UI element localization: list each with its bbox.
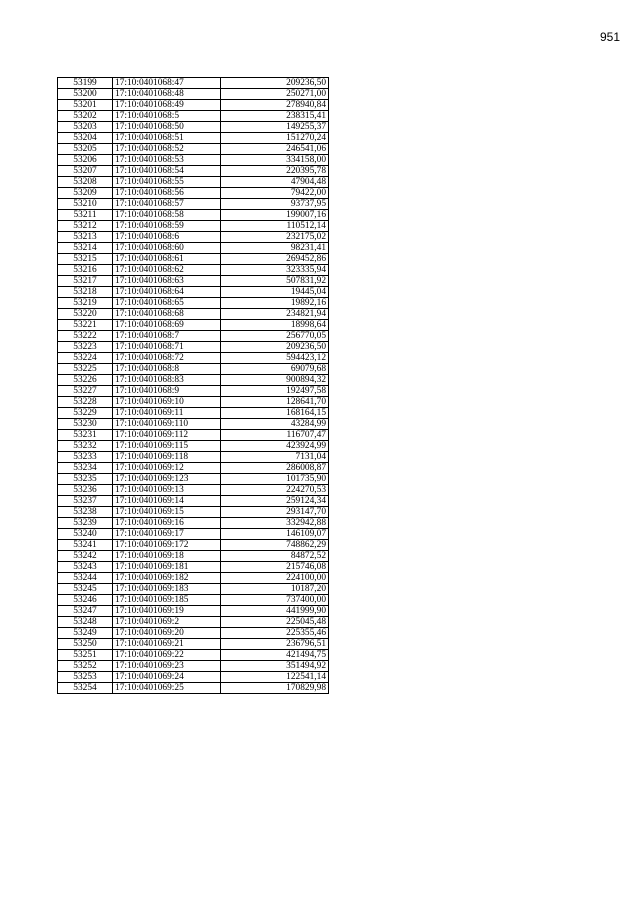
row-number-cell: 53235 bbox=[58, 474, 113, 485]
cadastral-number-cell: 17:10:0401069:110 bbox=[113, 419, 221, 430]
table-row bbox=[58, 562, 329, 573]
row-number-cell: 53232 bbox=[58, 441, 113, 452]
table-row bbox=[58, 661, 329, 672]
row-number-cell: 53225 bbox=[58, 364, 113, 375]
cadastral-number-cell: 17:10:0401069:112 bbox=[113, 430, 221, 441]
row-number-cell: 53208 bbox=[58, 177, 113, 188]
table-row bbox=[58, 584, 329, 595]
row-number-cell: 53243 bbox=[58, 562, 113, 573]
cadastral-number-cell: 17:10:0401069:20 bbox=[113, 628, 221, 639]
table-row bbox=[58, 507, 329, 518]
row-number-cell: 53246 bbox=[58, 595, 113, 606]
row-number-cell: 53202 bbox=[58, 111, 113, 122]
row-number-cell: 53213 bbox=[58, 232, 113, 243]
row-number-cell: 53226 bbox=[58, 375, 113, 386]
table-row bbox=[58, 210, 329, 221]
row-number-cell: 53223 bbox=[58, 342, 113, 353]
table-row bbox=[58, 518, 329, 529]
cadastral-value-cell: 220395,78 bbox=[221, 166, 329, 177]
cadastral-number-cell: 17:10:0401069:17 bbox=[113, 529, 221, 540]
table-row bbox=[58, 342, 329, 353]
table-row bbox=[58, 529, 329, 540]
cadastral-number-cell: 17:10:0401069:172 bbox=[113, 540, 221, 551]
table-row bbox=[58, 639, 329, 650]
cadastral-value-cell: 737400,00 bbox=[221, 595, 329, 606]
cadastral-value-cell: 246541,06 bbox=[221, 144, 329, 155]
row-number-cell: 53247 bbox=[58, 606, 113, 617]
table-row bbox=[58, 672, 329, 683]
cadastral-number-cell: 17:10:0401068:59 bbox=[113, 221, 221, 232]
cadastral-number-cell: 17:10:0401068:65 bbox=[113, 298, 221, 309]
cadastral-value-cell: 234821,94 bbox=[221, 309, 329, 320]
cadastral-number-cell: 17:10:0401068:55 bbox=[113, 177, 221, 188]
cadastral-value-cell: 151270,24 bbox=[221, 133, 329, 144]
row-number-cell: 53210 bbox=[58, 199, 113, 210]
row-number-cell: 53250 bbox=[58, 639, 113, 650]
cadastral-number-cell: 17:10:0401068:52 bbox=[113, 144, 221, 155]
cadastral-value-cell: 122541,14 bbox=[221, 672, 329, 683]
row-number-cell: 53204 bbox=[58, 133, 113, 144]
table-row bbox=[58, 199, 329, 210]
cadastral-value-cell: 250271,00 bbox=[221, 89, 329, 100]
table-row bbox=[58, 617, 329, 628]
cadastral-value-cell: 421494,75 bbox=[221, 650, 329, 661]
cadastral-value-cell: 293147,70 bbox=[221, 507, 329, 518]
table-row bbox=[58, 298, 329, 309]
cadastral-value-cell: 101735,90 bbox=[221, 474, 329, 485]
cadastral-value-cell: 215746,08 bbox=[221, 562, 329, 573]
cadastral-value-cell: 209236,50 bbox=[221, 78, 329, 89]
cadastral-value-cell: 351494,92 bbox=[221, 661, 329, 672]
row-number-cell: 53221 bbox=[58, 320, 113, 331]
cadastral-value-cell: 507831,92 bbox=[221, 276, 329, 287]
table-row bbox=[58, 408, 329, 419]
cadastral-value-cell: 900894,32 bbox=[221, 375, 329, 386]
cadastral-value-cell: 19892,16 bbox=[221, 298, 329, 309]
table-row bbox=[58, 463, 329, 474]
cadastral-value-cell: 93737,95 bbox=[221, 199, 329, 210]
cadastral-number-cell: 17:10:0401069:23 bbox=[113, 661, 221, 672]
cadastral-number-cell: 17:10:0401068:47 bbox=[113, 78, 221, 89]
table-row bbox=[58, 111, 329, 122]
cadastral-number-cell: 17:10:0401068:53 bbox=[113, 155, 221, 166]
cadastral-number-cell: 17:10:0401068:6 bbox=[113, 232, 221, 243]
row-number-cell: 53214 bbox=[58, 243, 113, 254]
row-number-cell: 53229 bbox=[58, 408, 113, 419]
table-row bbox=[58, 683, 329, 694]
cadastral-number-cell: 17:10:0401069:115 bbox=[113, 441, 221, 452]
cadastral-value-cell: 18998,64 bbox=[221, 320, 329, 331]
cadastral-number-cell: 17:10:0401069:16 bbox=[113, 518, 221, 529]
row-number-cell: 53215 bbox=[58, 254, 113, 265]
cadastral-number-cell: 17:10:0401069:18 bbox=[113, 551, 221, 562]
row-number-cell: 53252 bbox=[58, 661, 113, 672]
cadastral-number-cell: 17:10:0401068:9 bbox=[113, 386, 221, 397]
row-number-cell: 53227 bbox=[58, 386, 113, 397]
cadastral-number-cell: 17:10:0401069:185 bbox=[113, 595, 221, 606]
cadastral-value-cell: 256770,05 bbox=[221, 331, 329, 342]
cadastral-number-cell: 17:10:0401069:2 bbox=[113, 617, 221, 628]
table-row bbox=[58, 386, 329, 397]
table-row bbox=[58, 397, 329, 408]
table-row bbox=[58, 496, 329, 507]
table-row bbox=[58, 133, 329, 144]
row-number-cell: 53199 bbox=[58, 78, 113, 89]
table-row bbox=[58, 265, 329, 276]
table-row bbox=[58, 309, 329, 320]
cadastral-value-cell: 259124,34 bbox=[221, 496, 329, 507]
cadastral-number-cell: 17:10:0401068:57 bbox=[113, 199, 221, 210]
row-number-cell: 53206 bbox=[58, 155, 113, 166]
row-number-cell: 53200 bbox=[58, 89, 113, 100]
cadastral-value-cell: 286008,87 bbox=[221, 463, 329, 474]
row-number-cell: 53242 bbox=[58, 551, 113, 562]
cadastral-number-cell: 17:10:0401068:61 bbox=[113, 254, 221, 265]
row-number-cell: 53203 bbox=[58, 122, 113, 133]
table-row bbox=[58, 331, 329, 342]
cadastral-number-cell: 17:10:0401069:10 bbox=[113, 397, 221, 408]
table-row bbox=[58, 89, 329, 100]
table-row bbox=[58, 243, 329, 254]
row-number-cell: 53211 bbox=[58, 210, 113, 221]
cadastral-number-cell: 17:10:0401068:69 bbox=[113, 320, 221, 331]
cadastral-number-cell: 17:10:0401068:56 bbox=[113, 188, 221, 199]
table-row bbox=[58, 188, 329, 199]
table-row bbox=[58, 628, 329, 639]
cadastral-number-cell: 17:10:0401068:54 bbox=[113, 166, 221, 177]
row-number-cell: 53205 bbox=[58, 144, 113, 155]
table-row bbox=[58, 375, 329, 386]
row-number-cell: 53237 bbox=[58, 496, 113, 507]
cadastral-number-cell: 17:10:0401069:12 bbox=[113, 463, 221, 474]
cadastral-number-cell: 17:10:0401069:181 bbox=[113, 562, 221, 573]
table-row bbox=[58, 540, 329, 551]
cadastral-value-cell: 149255,37 bbox=[221, 122, 329, 133]
table-row bbox=[58, 276, 329, 287]
cadastral-number-cell: 17:10:0401069:25 bbox=[113, 683, 221, 694]
cadastral-number-cell: 17:10:0401069:182 bbox=[113, 573, 221, 584]
cadastral-value-cell: 47904,48 bbox=[221, 177, 329, 188]
table-row bbox=[58, 122, 329, 133]
cadastral-value-cell: 748862,29 bbox=[221, 540, 329, 551]
cadastral-value-cell: 224100,00 bbox=[221, 573, 329, 584]
table-row bbox=[58, 100, 329, 111]
cadastral-value-cell: 19445,04 bbox=[221, 287, 329, 298]
row-number-cell: 53234 bbox=[58, 463, 113, 474]
cadastral-value-cell: 334158,00 bbox=[221, 155, 329, 166]
table-row bbox=[58, 221, 329, 232]
row-number-cell: 53209 bbox=[58, 188, 113, 199]
cadastral-number-cell: 17:10:0401068:7 bbox=[113, 331, 221, 342]
cadastral-number-cell: 17:10:0401068:83 bbox=[113, 375, 221, 386]
cadastral-value-cell: 323335,94 bbox=[221, 265, 329, 276]
table-row bbox=[58, 177, 329, 188]
cadastral-number-cell: 17:10:0401069:15 bbox=[113, 507, 221, 518]
row-number-cell: 53216 bbox=[58, 265, 113, 276]
table-row bbox=[58, 144, 329, 155]
cadastral-value-cell: 594423,12 bbox=[221, 353, 329, 364]
cadastral-value-cell: 199007,16 bbox=[221, 210, 329, 221]
cadastral-number-cell: 17:10:0401069:14 bbox=[113, 496, 221, 507]
cadastral-number-cell: 17:10:0401069:19 bbox=[113, 606, 221, 617]
cadastral-value-cell: 110512,14 bbox=[221, 221, 329, 232]
row-number-cell: 53212 bbox=[58, 221, 113, 232]
cadastral-number-cell: 17:10:0401068:51 bbox=[113, 133, 221, 144]
table-row bbox=[58, 441, 329, 452]
cadastral-value-cell: 170829,98 bbox=[221, 683, 329, 694]
cadastral-value-cell: 192497,58 bbox=[221, 386, 329, 397]
row-number-cell: 53207 bbox=[58, 166, 113, 177]
row-number-cell: 53253 bbox=[58, 672, 113, 683]
row-number-cell: 53228 bbox=[58, 397, 113, 408]
row-number-cell: 53236 bbox=[58, 485, 113, 496]
table-row bbox=[58, 166, 329, 177]
row-number-cell: 53220 bbox=[58, 309, 113, 320]
table-row bbox=[58, 606, 329, 617]
cadastral-number-cell: 17:10:0401068:60 bbox=[113, 243, 221, 254]
cadastral-value-cell: 236796,51 bbox=[221, 639, 329, 650]
cadastral-value-cell: 238315,41 bbox=[221, 111, 329, 122]
row-number-cell: 53224 bbox=[58, 353, 113, 364]
row-number-cell: 53201 bbox=[58, 100, 113, 111]
cadastral-value-cell: 98231,41 bbox=[221, 243, 329, 254]
row-number-cell: 53248 bbox=[58, 617, 113, 628]
row-number-cell: 53218 bbox=[58, 287, 113, 298]
row-number-cell: 53230 bbox=[58, 419, 113, 430]
cadastral-value-table bbox=[57, 77, 329, 694]
table-row bbox=[58, 287, 329, 298]
cadastral-number-cell: 17:10:0401068:48 bbox=[113, 89, 221, 100]
cadastral-value-cell: 84872,52 bbox=[221, 551, 329, 562]
cadastral-value-cell: 232175,02 bbox=[221, 232, 329, 243]
table-row bbox=[58, 573, 329, 584]
cadastral-number-cell: 17:10:0401069:118 bbox=[113, 452, 221, 463]
row-number-cell: 53245 bbox=[58, 584, 113, 595]
cadastral-number-cell: 17:10:0401069:24 bbox=[113, 672, 221, 683]
table-row bbox=[58, 232, 329, 243]
cadastral-value-cell: 224270,53 bbox=[221, 485, 329, 496]
cadastral-value-cell: 7131,04 bbox=[221, 452, 329, 463]
cadastral-number-cell: 17:10:0401069:22 bbox=[113, 650, 221, 661]
row-number-cell: 53241 bbox=[58, 540, 113, 551]
row-number-cell: 53251 bbox=[58, 650, 113, 661]
table-row bbox=[58, 430, 329, 441]
cadastral-number-cell: 17:10:0401068:8 bbox=[113, 364, 221, 375]
cadastral-value-cell: 225045,48 bbox=[221, 617, 329, 628]
cadastral-value-cell: 10187,20 bbox=[221, 584, 329, 595]
table-row bbox=[58, 320, 329, 331]
cadastral-value-cell: 225355,46 bbox=[221, 628, 329, 639]
table-row bbox=[58, 595, 329, 606]
cadastral-number-cell: 17:10:0401068:68 bbox=[113, 309, 221, 320]
cadastral-number-cell: 17:10:0401069:13 bbox=[113, 485, 221, 496]
cadastral-number-cell: 17:10:0401068:64 bbox=[113, 287, 221, 298]
cadastral-number-cell: 17:10:0401068:50 bbox=[113, 122, 221, 133]
table-row bbox=[58, 78, 329, 89]
cadastral-number-cell: 17:10:0401068:71 bbox=[113, 342, 221, 353]
cadastral-value-cell: 43284,99 bbox=[221, 419, 329, 430]
table-row bbox=[58, 353, 329, 364]
row-number-cell: 53239 bbox=[58, 518, 113, 529]
table-row bbox=[58, 254, 329, 265]
table-body bbox=[58, 78, 329, 694]
row-number-cell: 53217 bbox=[58, 276, 113, 287]
cadastral-value-cell: 278940,84 bbox=[221, 100, 329, 111]
table-row bbox=[58, 650, 329, 661]
row-number-cell: 53238 bbox=[58, 507, 113, 518]
cadastral-value-cell: 128641,70 bbox=[221, 397, 329, 408]
row-number-cell: 53222 bbox=[58, 331, 113, 342]
row-number-cell: 53240 bbox=[58, 529, 113, 540]
cadastral-value-cell: 116707,47 bbox=[221, 430, 329, 441]
table-row bbox=[58, 474, 329, 485]
cadastral-number-cell: 17:10:0401068:72 bbox=[113, 353, 221, 364]
page-number: 951 bbox=[599, 30, 620, 44]
table-row bbox=[58, 419, 329, 430]
table-row bbox=[58, 551, 329, 562]
table-row bbox=[58, 155, 329, 166]
cadastral-number-cell: 17:10:0401068:63 bbox=[113, 276, 221, 287]
table-row bbox=[58, 364, 329, 375]
cadastral-value-cell: 79422,00 bbox=[221, 188, 329, 199]
row-number-cell: 53254 bbox=[58, 683, 113, 694]
cadastral-number-cell: 17:10:0401068:62 bbox=[113, 265, 221, 276]
cadastral-value-cell: 269452,86 bbox=[221, 254, 329, 265]
cadastral-number-cell: 17:10:0401068:49 bbox=[113, 100, 221, 111]
row-number-cell: 53233 bbox=[58, 452, 113, 463]
cadastral-value-cell: 69079,68 bbox=[221, 364, 329, 375]
table-row bbox=[58, 485, 329, 496]
cadastral-value-cell: 209236,50 bbox=[221, 342, 329, 353]
table-row bbox=[58, 452, 329, 463]
cadastral-number-cell: 17:10:0401068:58 bbox=[113, 210, 221, 221]
cadastral-value-cell: 332942,88 bbox=[221, 518, 329, 529]
row-number-cell: 53219 bbox=[58, 298, 113, 309]
cadastral-number-cell: 17:10:0401069:183 bbox=[113, 584, 221, 595]
cadastral-number-cell: 17:10:0401069:123 bbox=[113, 474, 221, 485]
row-number-cell: 53244 bbox=[58, 573, 113, 584]
cadastral-value-cell: 146109,07 bbox=[221, 529, 329, 540]
cadastral-value-cell: 423924,99 bbox=[221, 441, 329, 452]
cadastral-number-cell: 17:10:0401069:11 bbox=[113, 408, 221, 419]
cadastral-value-cell: 168164,15 bbox=[221, 408, 329, 419]
cadastral-value-cell: 441999,90 bbox=[221, 606, 329, 617]
cadastral-number-cell: 17:10:0401069:21 bbox=[113, 639, 221, 650]
row-number-cell: 53231 bbox=[58, 430, 113, 441]
row-number-cell: 53249 bbox=[58, 628, 113, 639]
cadastral-number-cell: 17:10:0401068:5 bbox=[113, 111, 221, 122]
